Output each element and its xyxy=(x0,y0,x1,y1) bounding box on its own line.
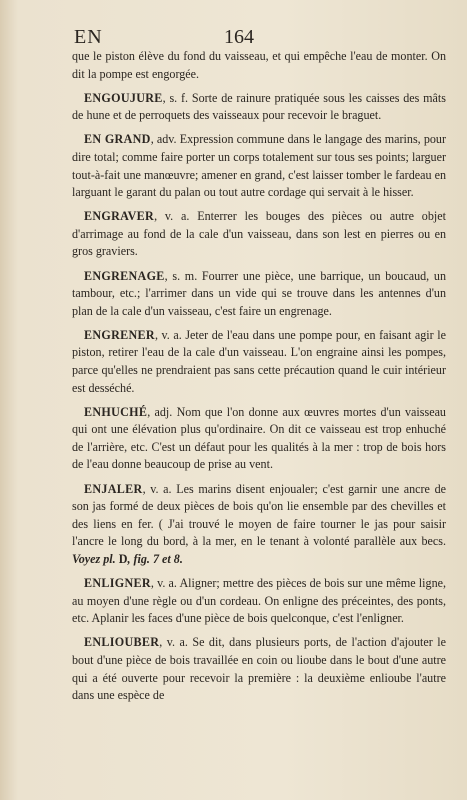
entry-enjaler xyxy=(72,481,446,569)
grammar: , v. a. xyxy=(150,576,177,591)
dictionary-text xyxy=(72,48,446,705)
headword: ENGRAVER xyxy=(84,209,155,224)
entry-enligner xyxy=(72,575,446,628)
entry-engoujure xyxy=(72,90,446,125)
entry-engrenage xyxy=(72,268,446,321)
headword: ENGRENER xyxy=(84,327,155,342)
grammar: , v. a. xyxy=(154,327,182,342)
entry-enhuche xyxy=(72,404,446,474)
definition: Enterrer les bouges des pièces ou autre objet d'arrimage au fond de la cale d'un vaisseau, dans son lest en pierres ou en gros graviers. xyxy=(72,209,446,259)
definition: Nom que l'on donne aux œuvres mortes d'un vaisseau qui ont une élévation plus qu'ordinaire. On dit ce vaisseau est trop enhuché de l'arrière, etc. C'est un défaut pour les qualités à la mer : trop de bois hors de l'eau donne beaucoup de prise au vent. xyxy=(72,404,446,472)
running-head xyxy=(74,26,433,48)
grammar: , v. a. xyxy=(159,635,188,650)
headword: EN GRAND xyxy=(84,132,151,147)
definition: Sorte de rainure pratiquée sous les caisses des mâts de hune et de perroquets des vaisseaux pour recevoir le braguet. xyxy=(72,90,446,123)
grammar: , s. m. xyxy=(164,268,198,283)
headword: ENHUCHÉ xyxy=(84,404,148,419)
definition: Jeter de l'eau dans une pompe pour, en faisant agir le piston, retirer l'eau de la cale d'un vaisseau. L'on engraine ainsi les pompes, parce qu'elles ne prendraient pas sans cette précaution quand le cuir intérieur est desséché. xyxy=(72,327,446,395)
grammar: , adv. xyxy=(150,132,177,147)
page-number: 164 xyxy=(224,26,254,48)
headword: ENGOUJURE xyxy=(84,90,163,105)
header-word: EN xyxy=(74,26,103,48)
reference-voyez: Voyez pl. xyxy=(72,551,116,566)
entry-engraver xyxy=(72,208,446,261)
continuation-paragraph: que le piston élève du fond du vaisseau, et qui empêche l'eau de monter. On dit la pompe est engorgée. xyxy=(72,49,446,81)
definition: Fourrer une pièce, une barrique, un boucaud, un tambour, etc.; l'arrimer dans un vide qui se trouve dans les antennes d'un plan de la cale d'un vaisseau, c'est faire un engrenage. xyxy=(72,268,446,318)
plate-reference xyxy=(72,552,183,566)
entry-en-grand xyxy=(72,131,446,201)
headword: ENJALER xyxy=(84,481,143,496)
headword: ENLIGNER xyxy=(84,576,151,591)
reference-plate: D xyxy=(118,551,128,566)
definition: Expression commune dans le langage des marins, pour dire total; comme faire porter un corps totalement sur tous ses points; larguer tout-à-fait une manœuvre; amener en grand, c'est laisser tomber le fardeau en larguant le garant du palan ou tout autre cordage qui servait à le hisser. xyxy=(72,132,446,200)
definition: Se dit, dans plusieurs ports, de l'action d'ajouter le bout d'une pièce de bois travaillée en coin ou lioube dans le bout d'une autre qui a été ouverte pour recevoir la première : la deuxième enlioube l'autre dans une espèce de xyxy=(72,635,446,703)
headword: ENLIOUBER xyxy=(84,635,160,650)
definition: Les marins disent enjoualer; c'est garnir une ancre de son jas formé de deux pièces de bois qu'on lie ensemble par des chevilles et des liens en fer. ( J'ai trouvé le moyen de faire tourner le jas pour saisir l'ancre le long du bord, à la mer, en le tenant à volonté parallèle aux becs. xyxy=(72,481,446,549)
grammar: , v. a. xyxy=(154,209,190,224)
entry-enlioubar xyxy=(72,634,446,704)
grammar: , adj. xyxy=(147,404,173,419)
headword: ENGRENAGE xyxy=(84,268,165,283)
grammar: , v. a. xyxy=(142,481,172,496)
grammar: , s. f. xyxy=(162,90,189,105)
definition: Aligner; mettre des pièces de bois sur une même ligne, au moyen d'une règle ou d'un cordeau. On enligne des préceintes, des ponts, etc. Aplanir les faces d'une pièce de bois quelconque, c'est l'enligner. xyxy=(72,576,447,626)
entry-engrener xyxy=(72,327,446,397)
reference-figures: , fig. 7 et 8. xyxy=(127,551,183,566)
